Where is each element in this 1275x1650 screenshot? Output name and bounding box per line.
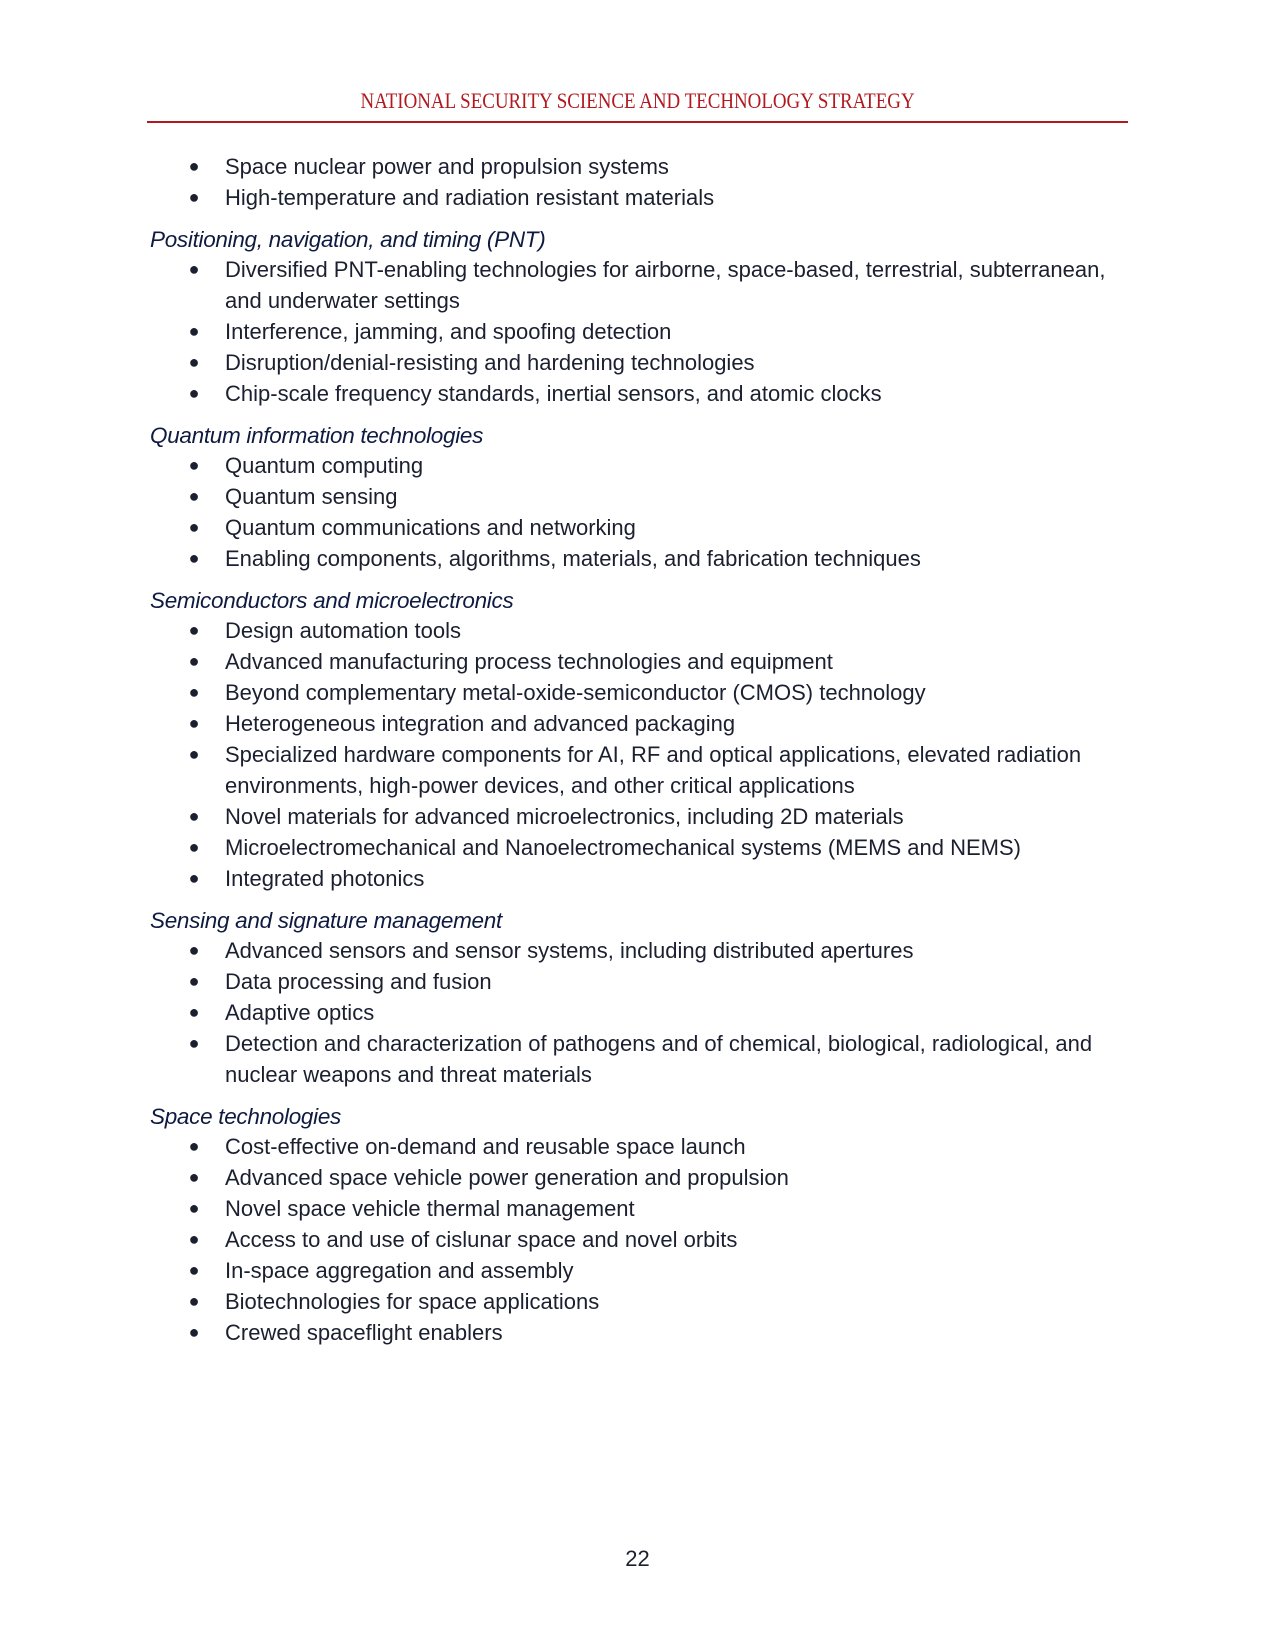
list-item	[150, 1028, 1130, 1090]
list-item-text: Diversified PNT-enabling technologies for airborne, space-based, terrestrial, subterranean, and underwater settings	[225, 257, 1106, 313]
list-item-text: Biotechnologies for space applications	[225, 1289, 600, 1314]
list-item	[150, 646, 1130, 677]
list-item-text: Advanced sensors and sensor systems, including distributed apertures	[225, 938, 914, 963]
list-item	[150, 1286, 1130, 1317]
sections-container	[150, 226, 1130, 1348]
bullet-icon: ●	[188, 1198, 200, 1218]
section-list	[150, 615, 1130, 894]
bullet-icon: ●	[188, 1167, 200, 1187]
list-item	[150, 316, 1130, 347]
bullet-icon: ●	[188, 744, 200, 764]
bullet-icon: ●	[188, 868, 200, 888]
section-list	[150, 254, 1130, 409]
list-item-text: Integrated photonics	[225, 866, 425, 891]
list-item	[150, 512, 1130, 543]
list-item	[150, 801, 1130, 832]
list-item	[150, 254, 1130, 316]
list-item	[150, 1131, 1130, 1162]
list-item	[150, 450, 1130, 481]
bullet-icon: ●	[188, 156, 200, 176]
bullet-icon: ●	[188, 1291, 200, 1311]
list-item-text: Enabling components, algorithms, materials, and fabrication techniques	[225, 546, 921, 571]
bullet-icon: ●	[188, 1002, 200, 1022]
section-list	[150, 1131, 1130, 1348]
section-list	[150, 450, 1130, 574]
page-header-title: NATIONAL SECURITY SCIENCE AND TECHNOLOGY STRATEGY	[360, 88, 915, 113]
list-item-text: Chip-scale frequency standards, inertial sensors, and atomic clocks	[225, 381, 882, 406]
bullet-icon: ●	[188, 486, 200, 506]
bullet-icon: ●	[188, 259, 200, 279]
bullet-icon: ●	[188, 806, 200, 826]
list-item-text: Adaptive optics	[225, 1000, 375, 1025]
bullet-icon: ●	[188, 1260, 200, 1280]
list-item-text: Heterogeneous integration and advanced packaging	[225, 711, 736, 736]
bullet-icon: ●	[188, 455, 200, 475]
list-item	[150, 1162, 1130, 1193]
list-item	[150, 708, 1130, 739]
list-item	[150, 543, 1130, 574]
bullet-icon: ●	[188, 517, 200, 537]
list-item	[150, 935, 1130, 966]
bullet-icon: ●	[188, 837, 200, 857]
section	[150, 226, 1130, 409]
list-item-text: Microelectromechanical and Nanoelectromechanical systems (MEMS and NEMS)	[225, 835, 1021, 860]
list-item-text: Disruption/denial-resisting and hardening technologies	[225, 350, 755, 375]
list-item-text: Novel space vehicle thermal management	[225, 1196, 635, 1221]
list-item	[150, 832, 1130, 863]
section	[150, 907, 1130, 1090]
section	[150, 422, 1130, 574]
list-item	[150, 1193, 1130, 1224]
list-item	[150, 739, 1130, 801]
list-item-text: High-temperature and radiation resistant materials	[225, 185, 715, 210]
list-item-text: Detection and characterization of pathogens and of chemical, biological, radiological, and nuclear weapons and threat materials	[225, 1031, 1093, 1087]
list-item	[150, 151, 1130, 182]
list-item	[150, 378, 1130, 409]
list-item	[150, 966, 1130, 997]
list-item-text: Data processing and fusion	[225, 969, 492, 994]
section-heading: Positioning, navigation, and timing (PNT)	[150, 227, 546, 252]
bullet-icon: ●	[188, 713, 200, 733]
bullet-icon: ●	[188, 940, 200, 960]
section-heading: Quantum information technologies	[150, 423, 484, 448]
list-item	[150, 1255, 1130, 1286]
list-item-text: In-space aggregation and assembly	[225, 1258, 574, 1283]
bullet-icon: ●	[188, 548, 200, 568]
list-item-text: Design automation tools	[225, 618, 462, 643]
section	[150, 1103, 1130, 1348]
list-item	[150, 347, 1130, 378]
section-heading: Sensing and signature management	[150, 908, 502, 933]
list-item	[150, 1317, 1130, 1348]
page-content	[150, 151, 1130, 1348]
list-item-text: Advanced space vehicle power generation and propulsion	[225, 1165, 789, 1190]
list-item	[150, 863, 1130, 894]
list-item-text: Interference, jamming, and spoofing detection	[225, 319, 672, 344]
page-number: 22	[625, 1546, 650, 1571]
bullet-icon: ●	[188, 352, 200, 372]
bullet-icon: ●	[188, 187, 200, 207]
list-item	[150, 677, 1130, 708]
section-heading: Semiconductors and microelectronics	[150, 588, 514, 613]
list-item	[150, 1224, 1130, 1255]
list-item	[150, 615, 1130, 646]
section	[150, 587, 1130, 894]
bullet-icon: ●	[188, 651, 200, 671]
list-item-text: Crewed spaceflight enablers	[225, 1320, 503, 1345]
list-item	[150, 481, 1130, 512]
list-item	[150, 182, 1130, 213]
bullet-icon: ●	[188, 682, 200, 702]
list-item-text: Beyond complementary metal-oxide-semiconductor (CMOS) technology	[225, 680, 926, 705]
bullet-icon: ●	[188, 383, 200, 403]
list-item-text: Quantum sensing	[225, 484, 398, 509]
bullet-icon: ●	[188, 971, 200, 991]
header-divider	[147, 121, 1128, 123]
list-item-text: Advanced manufacturing process technologies and equipment	[225, 649, 833, 674]
bullet-icon: ●	[188, 1229, 200, 1249]
list-item-text: Quantum computing	[225, 453, 424, 478]
list-item-text: Cost-effective on-demand and reusable space launch	[225, 1134, 746, 1159]
bullet-icon: ●	[188, 1136, 200, 1156]
section-heading: Space technologies	[150, 1104, 341, 1129]
list-item	[150, 997, 1130, 1028]
bullet-icon: ●	[188, 1322, 200, 1342]
bullet-icon: ●	[188, 620, 200, 640]
list-item-text: Novel materials for advanced microelectronics, including 2D materials	[225, 804, 904, 829]
list-item-text: Access to and use of cislunar space and novel orbits	[225, 1227, 738, 1252]
bullet-icon: ●	[188, 1033, 200, 1053]
bullet-icon: ●	[188, 321, 200, 341]
section-list	[150, 935, 1130, 1090]
intro-list	[150, 151, 1130, 213]
list-item-text: Specialized hardware components for AI, RF and optical applications, elevated radiation environments, high-power devices, and other critical applications	[225, 742, 1082, 798]
list-item-text: Space nuclear power and propulsion systems	[225, 154, 669, 179]
list-item-text: Quantum communications and networking	[225, 515, 636, 540]
